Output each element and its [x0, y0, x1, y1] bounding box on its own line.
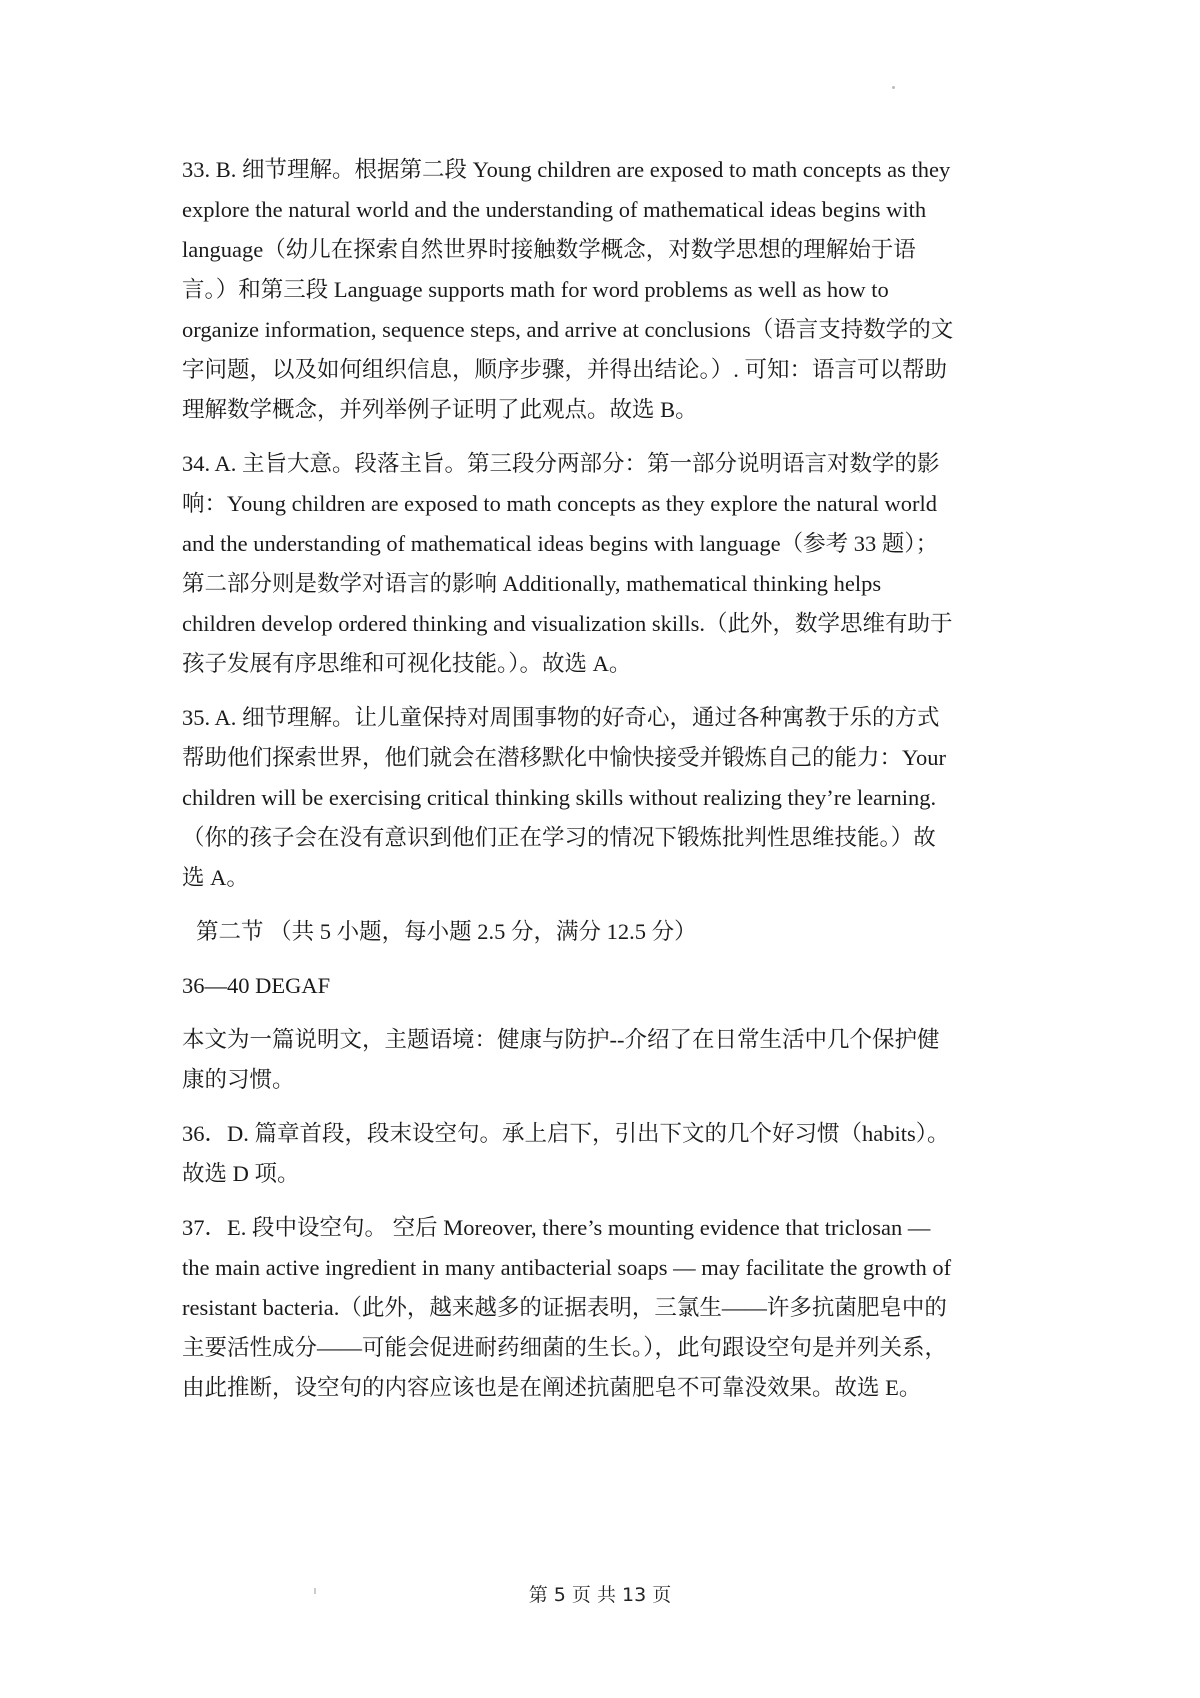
- paragraph-q36: [182, 1114, 1042, 1194]
- paragraph-q33: [182, 150, 1042, 430]
- answer-key: 36—40 DEGAF: [182, 973, 331, 998]
- text-line: 字问题，以及如何组织信息，顺序步骤，并得出结论。）. 可知：语言可以帮助: [182, 357, 948, 382]
- section-heading: 第二节 （共 5 小题，每小题 2.5 分，满分 12.5 分）: [196, 919, 697, 944]
- text-line: resistant bacteria.（此外，越来越多的证据表明，三氯生——许多抗菌肥皂中的: [182, 1295, 947, 1320]
- text-line: 选 A。: [182, 865, 249, 890]
- text-line: 康的习惯。: [182, 1067, 295, 1092]
- text-line: and the understanding of mathematical ideas begins with language（参考 33 题）；: [182, 531, 939, 556]
- paragraph-q35: [182, 698, 1042, 898]
- text-line: 故选 D 项。: [182, 1161, 300, 1186]
- text-line: 36．D. 篇章首段，段末设空句。承上启下，引出下文的几个好习惯（habits）。: [182, 1121, 950, 1146]
- paragraph-intro: [182, 1020, 1042, 1100]
- text-line: children develop ordered thinking and visualization skills.（此外，数学思维有助于: [182, 611, 953, 636]
- answer-explanations: [182, 150, 1042, 1422]
- text-line: 第二部分则是数学对语言的影响 Additionally, mathematical thinking helps: [182, 571, 882, 596]
- text-line: （你的孩子会在没有意识到他们正在学习的情况下锻炼批判性思维技能。）故: [182, 825, 936, 850]
- text-line: 理解数学概念，并列举例子证明了此观点。故选 B。: [182, 397, 698, 422]
- paragraph-q37: [182, 1208, 1042, 1408]
- text-line: 本文为一篇说明文，主题语境：健康与防护--介绍了在日常生活中几个保护健: [182, 1027, 940, 1052]
- text-line: 响：Young children are exposed to math concepts as they explore the natural world: [182, 491, 938, 516]
- text-line: 帮助他们探索世界，他们就会在潜移默化中愉快接受并锻炼自己的能力：Your: [182, 745, 946, 770]
- text-line: language（幼儿在探索自然世界时接触数学概念，对数学思想的理解始于语: [182, 237, 916, 262]
- text-line: 35. A. 细节理解。让儿童保持对周围事物的好奇心，通过各种寓教于乐的方式: [182, 705, 940, 730]
- text-line: 33. B. 细节理解。根据第二段 Young children are exposed to math concepts as they: [182, 157, 951, 182]
- paragraph-q34: [182, 444, 1042, 684]
- text-line: explore the natural world and the understanding of mathematical ideas begins with: [182, 197, 927, 222]
- text-line: 34. A. 主旨大意。段落主旨。第三段分两部分：第一部分说明语言对数学的影: [182, 451, 940, 476]
- text-line: 由此推断，设空句的内容应该也是在阐述抗菌肥皂不可靠没效果。故选 E。: [182, 1375, 922, 1400]
- text-line: 主要活性成分——可能会促进耐药细菌的生长。），此句跟设空句是并列关系，: [182, 1335, 948, 1360]
- page-number: 第 5 页 共 13 页: [528, 1584, 672, 1606]
- text-line: 孩子发展有序思维和可视化技能。）。故选 A。: [182, 651, 632, 676]
- scan-speck: [892, 86, 895, 89]
- text-line: children will be exercising critical thinking skills without realizing they’re learning.: [182, 785, 937, 810]
- text-line: 37．E. 段中设空句。 空后 Moreover, there’s mounting evidence that triclosan —: [182, 1215, 931, 1240]
- text-line: the main active ingredient in many antibacterial soaps — may facilitate the growth of: [182, 1255, 952, 1280]
- text-line: organize information, sequence steps, and arrive at conclusions（语言支持数学的文: [182, 317, 954, 342]
- text-line: 言。）和第三段 Language supports math for word problems as well as how to: [182, 277, 889, 302]
